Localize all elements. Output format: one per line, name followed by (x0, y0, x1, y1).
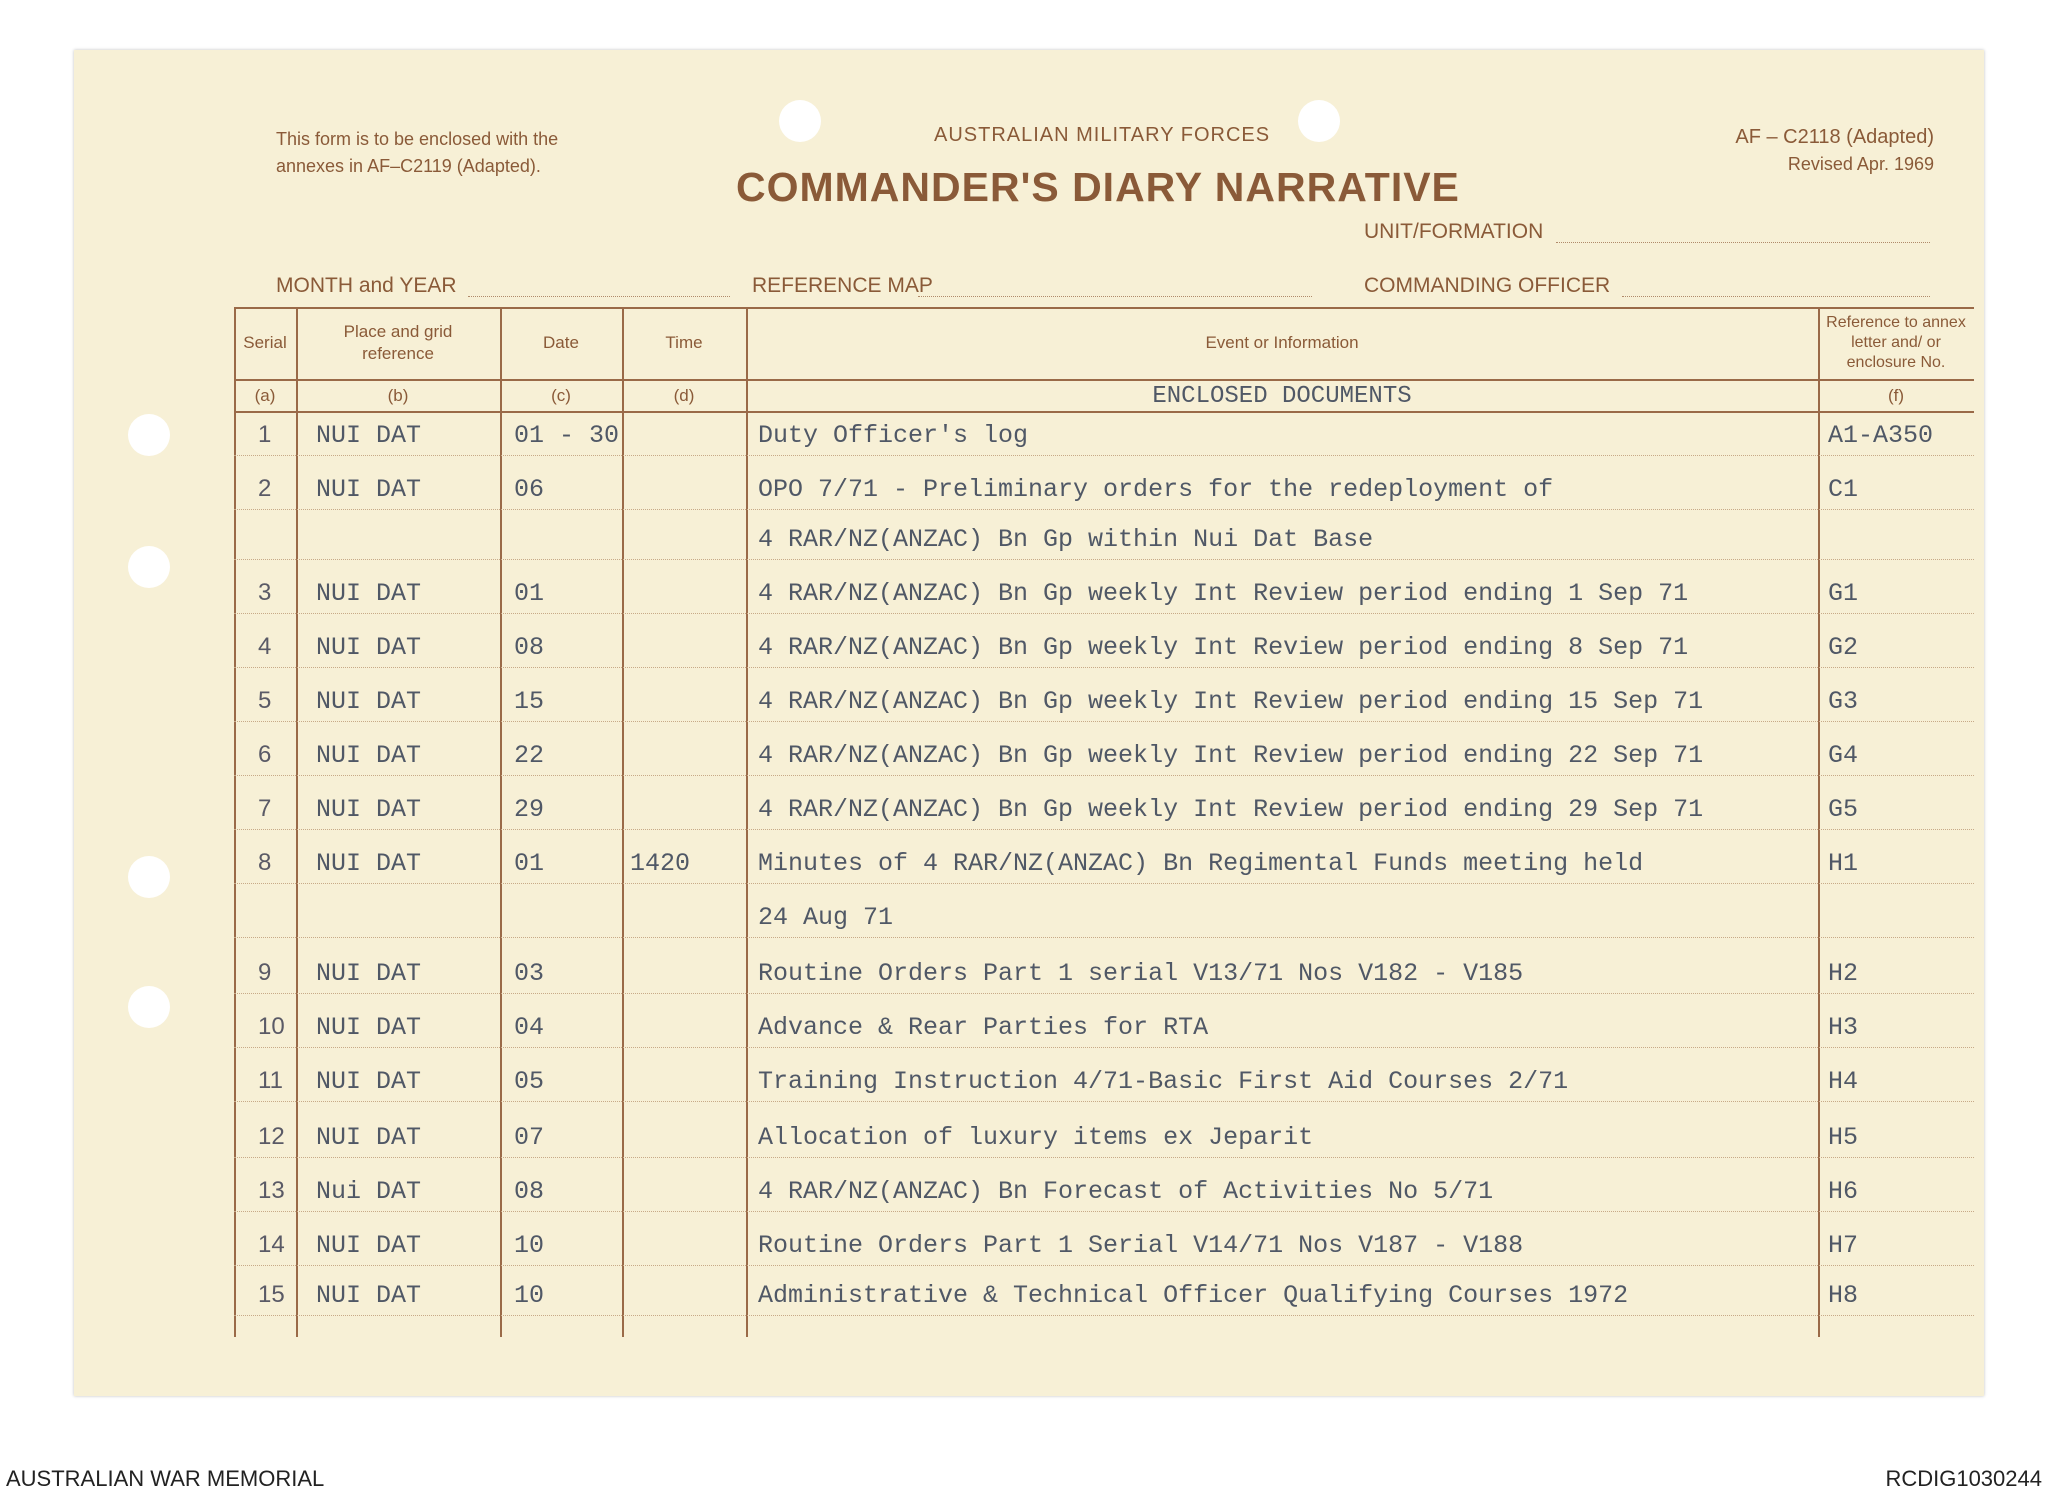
cell-event: Advance & Rear Parties for RTA (758, 1013, 1209, 1042)
cell-serial: 8 (258, 849, 272, 876)
table-row (234, 667, 1974, 722)
cell-serial: 15 (258, 1281, 285, 1308)
cell-place: NUI DAT (316, 1013, 422, 1042)
cell-serial: 12 (258, 1123, 285, 1150)
col-header-time: Time (665, 333, 703, 352)
cell-date: 06 (514, 475, 545, 504)
cell-ref: H6 (1828, 1177, 1859, 1206)
table-row (234, 883, 1974, 938)
punch-hole (779, 100, 821, 142)
col-letter: (d) (673, 386, 695, 405)
cell-event: 4 RAR/NZ(ANZAC) Bn Gp weekly Int Review period ending 8 Sep 71 (758, 633, 1689, 662)
cell-place: NUI DAT (316, 741, 422, 770)
cell-place: NUI DAT (316, 1123, 422, 1152)
cell-date: 04 (514, 1013, 545, 1042)
cell-date: 05 (514, 1067, 545, 1096)
cell-event: 4 RAR/NZ(ANZAC) Bn Gp weekly Int Review period ending 1 Sep 71 (758, 579, 1689, 608)
cell-event: Routine Orders Part 1 serial V13/71 Nos V182 - V185 (758, 959, 1524, 988)
cell-time: 1420 (630, 849, 691, 878)
cell-place: Nui DAT (316, 1177, 422, 1206)
cell-date: 07 (514, 1123, 545, 1152)
cell-ref: H3 (1828, 1013, 1859, 1042)
punch-hole (1298, 100, 1340, 142)
col-header-reference: Reference to annex letter and/ or enclosure No. (1826, 314, 1966, 371)
cell-date: 01 (514, 579, 545, 608)
cell-place: NUI DAT (316, 795, 422, 824)
col-letter: (a) (254, 386, 276, 405)
cell-ref: H4 (1828, 1067, 1859, 1096)
cell-event: Allocation of luxury items ex Jeparit (758, 1123, 1314, 1152)
cell-date: 22 (514, 741, 545, 770)
cell-event: 4 RAR/NZ(ANZAC) Bn Forecast of Activities No 5/71 (758, 1177, 1494, 1206)
cell-serial: 9 (258, 959, 272, 986)
cell-ref: H1 (1828, 849, 1859, 878)
unit-formation-line (1556, 242, 1930, 243)
table-row (234, 721, 1974, 776)
cell-event: 4 RAR/NZ(ANZAC) Bn Gp weekly Int Review period ending 22 Sep 71 (758, 741, 1704, 770)
org-name: AUSTRALIAN MILITARY FORCES (934, 124, 1271, 146)
cell-ref: A1-A350 (1828, 421, 1934, 450)
table-row (234, 775, 1974, 830)
table-row (234, 1101, 1974, 1158)
cell-event: 4 RAR/NZ(ANZAC) Bn Gp weekly Int Review period ending 29 Sep 71 (758, 795, 1704, 824)
cell-place: NUI DAT (316, 633, 422, 662)
cell-place: NUI DAT (316, 1067, 422, 1096)
cell-date: 10 (514, 1231, 545, 1260)
table-row (234, 613, 1974, 668)
cell-serial: 2 (258, 475, 272, 502)
cell-serial: 4 (258, 633, 272, 660)
table-row (234, 993, 1974, 1048)
col-header-serial: Serial (243, 333, 287, 352)
cell-ref: G4 (1828, 741, 1859, 770)
cell-ref: C1 (1828, 475, 1859, 504)
cell-place: NUI DAT (316, 579, 422, 608)
cell-ref: G3 (1828, 687, 1859, 716)
col-letter: (b) (387, 386, 409, 405)
cell-event: 4 RAR/NZ(ANZAC) Bn Gp weekly Int Review period ending 15 Sep 71 (758, 687, 1704, 716)
cell-date: 03 (514, 959, 545, 988)
table-row (234, 559, 1974, 614)
cell-date: 08 (514, 633, 545, 662)
cell-event: OPO 7/71 - Preliminary orders for the redeployment of (758, 475, 1554, 504)
col-header-place: Place and grid reference (343, 322, 453, 363)
cell-place: NUI DAT (316, 1281, 422, 1310)
footer-id: RCDIG1030244 (1885, 1466, 2042, 1491)
col-header-date: Date (543, 333, 579, 352)
unit-formation-label: UNIT/FORMATION (1364, 220, 1544, 243)
cell-place: NUI DAT (316, 421, 422, 450)
reference-map-line (918, 296, 1312, 297)
cell-date: 10 (514, 1281, 545, 1310)
cell-place: NUI DAT (316, 1231, 422, 1260)
footer-source: AUSTRALIAN WAR MEMORIAL (6, 1466, 325, 1491)
col-letter: (f) (1887, 386, 1905, 405)
table-row (234, 1047, 1974, 1102)
commanding-officer-line (1622, 296, 1930, 297)
cell-date: 01 - 30 (514, 421, 620, 450)
month-year-label: MONTH and YEAR (276, 274, 457, 297)
table-row (234, 1157, 1974, 1212)
punch-hole (128, 414, 170, 456)
cell-place: NUI DAT (316, 959, 422, 988)
punch-hole (128, 856, 170, 898)
cell-ref: G1 (1828, 579, 1859, 608)
cell-ref: G2 (1828, 633, 1859, 662)
table-row (234, 937, 1974, 994)
cell-event: Routine Orders Part 1 Serial V14/71 Nos V187 - V188 (758, 1231, 1524, 1260)
cell-ref: G5 (1828, 795, 1859, 824)
cell-date: 01 (514, 849, 545, 878)
form-number: AF – C2118 (Adapted) (1735, 126, 1934, 148)
table-row (234, 1211, 1974, 1266)
commanding-officer-label: COMMANDING OFFICER (1364, 274, 1611, 297)
cell-ref: H7 (1828, 1231, 1859, 1260)
cell-serial: 5 (258, 687, 272, 714)
cell-date: 08 (514, 1177, 545, 1206)
col-header-event: Event or Information (1205, 333, 1359, 352)
reference-map-label: REFERENCE MAP (752, 274, 933, 297)
table-row (234, 413, 1974, 456)
table-row (234, 1265, 1974, 1316)
cell-ref: H2 (1828, 959, 1859, 988)
cell-serial: 7 (258, 795, 272, 822)
form-revised: Revised Apr. 1969 (1787, 154, 1934, 174)
page-title: COMMANDER'S DIARY NARRATIVE (736, 164, 1460, 210)
cell-place: NUI DAT (316, 849, 422, 878)
cell-serial: 13 (258, 1177, 285, 1204)
cell-serial: 1 (258, 421, 272, 448)
cell-serial: 6 (258, 741, 272, 768)
table-row (234, 455, 1974, 510)
diary-table (234, 307, 1974, 1337)
cell-event: Training Instruction 4/71-Basic First Aid Courses 2/71 (758, 1067, 1569, 1096)
form-note: This form is to be enclosed with the annexes in AF–C2119 (Adapted). (276, 129, 559, 176)
month-year-line (468, 296, 730, 297)
cell-serial: 10 (258, 1013, 285, 1040)
punch-hole (128, 986, 170, 1028)
cell-place: NUI DAT (316, 475, 422, 504)
cell-serial: 3 (258, 579, 272, 606)
cell-date: 15 (514, 687, 545, 716)
punch-hole (128, 546, 170, 588)
table-row (234, 509, 1974, 560)
cell-event: Duty Officer's log (758, 421, 1029, 450)
cell-serial: 14 (258, 1231, 285, 1258)
cell-serial: 11 (258, 1067, 283, 1094)
cell-date: 29 (514, 795, 545, 824)
cell-event: Minutes of 4 RAR/NZ(ANZAC) Bn Regimental Funds meeting held (758, 849, 1644, 878)
cell-ref: H8 (1828, 1281, 1859, 1310)
col-letter: (c) (551, 386, 571, 405)
table-row (234, 829, 1974, 884)
cell-event: 4 RAR/NZ(ANZAC) Bn Gp within Nui Dat Base (758, 525, 1374, 554)
cell-place: NUI DAT (316, 687, 422, 716)
enclosed-documents-heading: ENCLOSED DOCUMENTS (1152, 382, 1412, 410)
cell-ref: H5 (1828, 1123, 1859, 1152)
cell-event: 24 Aug 71 (758, 903, 894, 932)
cell-event: Administrative & Technical Officer Qualifying Courses 1972 (758, 1281, 1629, 1310)
